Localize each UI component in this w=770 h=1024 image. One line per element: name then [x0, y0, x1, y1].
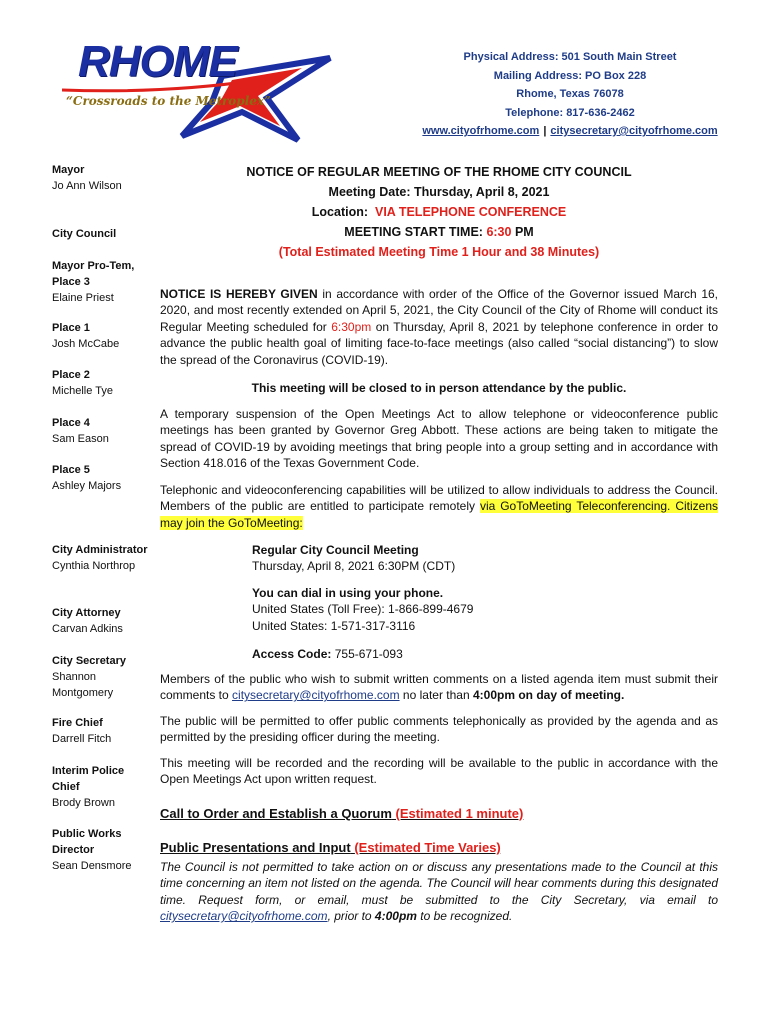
notice-paragraph-6: This meeting will be recorded and the recording will be available to the public in accordance with the Open Meetings Act upon written request. — [160, 756, 718, 787]
official-name: Sean Densmore — [52, 860, 132, 872]
access-code: Access Code: 755-671-093 — [252, 647, 403, 661]
notice-body — [160, 162, 719, 924]
official-police-chief — [52, 763, 152, 811]
official-role: Interim Police Chief — [52, 765, 125, 793]
official-role: City Attorney — [52, 607, 121, 619]
meeting-info — [252, 542, 712, 575]
dial-us: United States: 1-571-317-3116 — [252, 618, 416, 633]
official-name: Carvan Adkins — [52, 623, 123, 635]
notice-title: NOTICE OF REGULAR MEETING OF THE RHOME CITY COUNCIL — [246, 165, 632, 179]
official-place-5 — [52, 462, 152, 494]
official-role: Fire Chief — [52, 717, 103, 729]
dial-in-info — [252, 585, 712, 634]
official-name: Josh McCabe — [52, 338, 120, 350]
mailing-address: Mailing Address: PO Box 228 — [493, 69, 647, 82]
official-role: Place 4 — [52, 417, 90, 429]
official-name: Brody Brown — [52, 797, 115, 809]
official-name: Ashley Majors — [52, 480, 122, 492]
official-name: Sam Eason — [52, 433, 109, 445]
official-place-1 — [52, 320, 152, 352]
official-place-2 — [52, 367, 152, 399]
meeting-start-time: MEETING START TIME: 6:30 PM — [344, 225, 534, 239]
official-role: Place 2 — [52, 369, 90, 381]
city-state: Rhome, Texas 76078 — [516, 88, 624, 100]
notice-paragraph-2: A temporary suspension of the Open Meetings Act to allow telephone or videoconference public meetings has been granted by Governor Greg Abbott. These actions are being taken to mitigate the spread of COVID-19 by avoiding meetings that bring people into a group setting and in accordance with Section 418.016 of the Texas Government Code. — [160, 407, 718, 471]
official-name: Shannon Montgomery — [52, 671, 114, 699]
comments-email-link[interactable]: citysecretary@cityofrhome.com — [232, 688, 400, 703]
official-name: Darrell Fitch — [52, 733, 112, 745]
official-role: Place 1 — [52, 322, 90, 334]
meeting-date: Meeting Date: Thursday, April 8, 2021 — [328, 185, 550, 199]
closed-notice: This meeting will be closed to in person attendance by the public. — [251, 381, 627, 395]
meeting-location: Location: VIA TELEPHONE CONFERENCE — [311, 205, 567, 219]
official-city-council — [52, 226, 152, 242]
official-name: Jo Ann Wilson — [52, 180, 122, 192]
notice-paragraph-3: Telephonic and videoconferencing capabilities will be utilized to allow individuals to address the Council. Members of the public are entitled to participate remotely via GoToMeeting Teleconferencing. Citizens may join the GoToMeeting: — [160, 483, 718, 530]
official-role: Public Works Director — [52, 828, 122, 856]
official-city-attorney — [52, 605, 152, 637]
dial-label: You can dial in using your phone. — [252, 586, 444, 600]
meeting-when: Thursday, April 8, 2021 6:30PM (CDT) — [252, 559, 456, 574]
dial-toll-free: United States (Toll Free): 1-866-899-4679 — [252, 602, 474, 617]
official-role: Mayor — [52, 164, 85, 176]
notice-paragraph-4: Members of the public who wish to submit written comments on a listed agenda item must submit their comments to citysecretary@cityofrhome.com no later than 4:00pm on day of meeting. — [160, 672, 718, 703]
official-name: Elaine Priest — [52, 292, 114, 304]
section-public-presentations: Public Presentations and Input (Estimated Time Varies) — [160, 840, 501, 855]
official-mayor — [52, 162, 152, 194]
meeting-name: Regular City Council Meeting — [252, 543, 419, 557]
official-role: City Secretary — [52, 655, 126, 667]
logo-tagline: “Crossroads to the Metroplex” — [66, 94, 271, 108]
email-link[interactable]: citysecretary@cityofrhome.com — [550, 125, 718, 137]
official-public-works — [52, 826, 152, 874]
web-email-line — [380, 122, 760, 141]
website-link[interactable]: www.cityofrhome.com — [422, 125, 540, 137]
section-call-to-order: Call to Order and Establish a Quorum (Estimated 1 minute) — [160, 806, 524, 821]
public-presentations-text: The Council is not permitted to take action on or discuss any presentations made to the Council at this time concerning an item not listed on the agenda. The Council will hear comments during this designated time. Request form, or email, must be submitted to the City Secretary, via email to citysecretary@cityofrhome.com, prior to 4:00pm to be recognized. — [160, 860, 718, 924]
rhome-logo-text: RHOME — [78, 37, 237, 86]
official-name: Michelle Tye — [52, 385, 113, 397]
official-city-secretary — [52, 653, 152, 701]
separator: | — [543, 125, 547, 137]
address-block — [380, 48, 760, 141]
official-fire-chief — [52, 715, 152, 747]
official-name: Cynthia Northrop — [52, 560, 136, 572]
telephone: Telephone: 817-636-2462 — [505, 106, 635, 119]
notice-header — [160, 162, 718, 262]
notice-paragraph-5: The public will be permitted to offer public comments telephonically as provided by the agenda and as permitted by the presiding officer during the meeting. — [160, 714, 718, 745]
official-mayor-pro-tem — [52, 258, 152, 306]
meeting-duration: (Total Estimated Meeting Time 1 Hour and 38 Minutes) — [278, 245, 600, 259]
official-role: Place 5 — [52, 464, 90, 476]
official-city-administrator — [52, 542, 152, 574]
notice-paragraph-1: NOTICE IS HEREBY GIVEN in accordance with order of the Office of the Governor issued March 16, 2020, and most recently extended on April 5, 2021, the City Council of the City of Rhome will conduct its Regular Meeting scheduled for 6:30pm on Thursday, April 8, 2021 by telephone conference in order to advance the public health goal of limiting face-to-face meetings (also called “social distancing”) to slow the spread of the Coronavirus (COVID-19). — [160, 287, 719, 367]
presentations-email-link[interactable]: citysecretary@cityofrhome.com — [160, 909, 328, 924]
official-place-4 — [52, 415, 152, 447]
official-role: Mayor Pro-Tem, Place 3 — [52, 260, 135, 288]
official-role: City Council — [52, 228, 117, 240]
physical-address: Physical Address: 501 South Main Street — [463, 51, 677, 63]
official-role: City Administrator — [52, 544, 148, 556]
